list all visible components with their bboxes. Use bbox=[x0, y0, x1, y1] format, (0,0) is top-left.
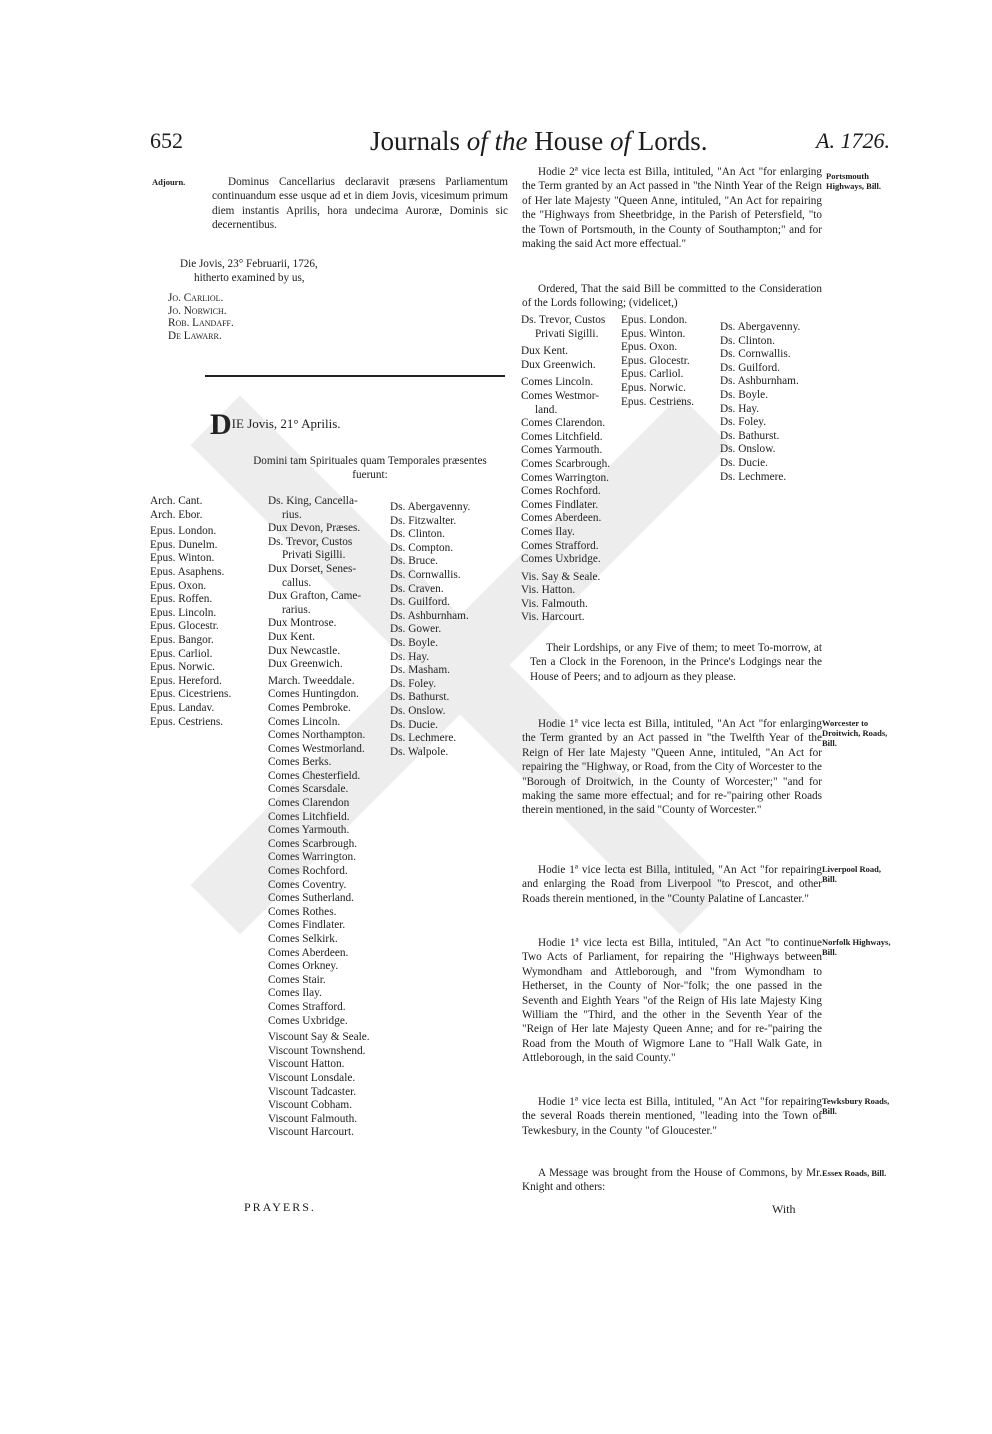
name-entry: Viscount Tadcaster. bbox=[268, 1085, 357, 1098]
name-entry: Ds. Boyle. bbox=[390, 636, 439, 649]
name-entry: Epus. Winton. bbox=[150, 552, 215, 565]
lordships-paragraph: Their Lordships, or any Five of them; to meet To-morrow, at Ten a Clock in the Forenoon, in the Prince's Lodgings near the House of Peers; and to adjourn as they please. bbox=[530, 642, 822, 683]
name-entry: Dux Montrose. bbox=[268, 617, 337, 630]
name-entry: Epus. Carliol. bbox=[150, 647, 213, 660]
name-entry: Comes Yarmouth. bbox=[521, 444, 603, 457]
name-entry: Viscount Say & Seale. bbox=[268, 1031, 370, 1044]
name-entry: Ds. Compton. bbox=[390, 541, 454, 554]
name-entry: Epus. Lincoln. bbox=[150, 606, 217, 619]
name-entry: Comes Ilay. bbox=[521, 525, 575, 538]
name-entry: Ds. Hay. bbox=[720, 402, 760, 415]
committee-column-1 bbox=[521, 314, 626, 625]
name-entry: Comes Lincoln. bbox=[521, 376, 594, 389]
name-entry: Comes Westmorland. bbox=[268, 742, 365, 755]
name-entry: Ds. Ashburnham. bbox=[390, 609, 469, 622]
name-entry: Comes Clarendon bbox=[268, 797, 350, 810]
ordered-paragraph: Ordered, That the said Bill be committed to the Consideration of the Lords following; (videlicet,) bbox=[522, 283, 822, 310]
day-heading: DIE Jovis, 21° Aprilis. bbox=[210, 408, 341, 441]
name-entry: Epus. Bangor. bbox=[150, 633, 214, 646]
name-entry: Vis. Falmouth. bbox=[521, 597, 588, 610]
name-entry: Arch. Ebor. bbox=[150, 508, 203, 521]
name-entry: Epus. Cestriens. bbox=[621, 395, 695, 408]
name-entry: Epus. Asaphens. bbox=[150, 565, 225, 578]
name-entry: March. Tweeddale. bbox=[268, 674, 355, 687]
name-entry: Ds. Lechmere. bbox=[720, 470, 787, 483]
portsmouth-paragraph: Hodie 2ª vice lecta est Billa, intituled, "An Act "for enlarging the Term granted by an Act passed in "the Ninth Year of the Reign of Her late Majesty "Queen Anne, intituled, "An Act for repairing the "Highways from Sheetbridge, in the Parish of Petersfield, "to the Town of Portsmouth, in the County of Southampton;" and for making the said Act more effectual." bbox=[522, 166, 822, 251]
name-entry: Epus. Cestriens. bbox=[150, 715, 224, 728]
name-entry: Ds. Onslow. bbox=[390, 704, 446, 717]
name-entry: Ds. Foley. bbox=[720, 416, 767, 429]
name-entry: Comes Lincoln. bbox=[268, 715, 341, 728]
name-entry: Epus. Oxon. bbox=[621, 341, 678, 354]
name-entry: Comes Chesterfield. bbox=[268, 769, 361, 782]
name-entry: Viscount Townshend. bbox=[268, 1044, 366, 1057]
name-entry: Comes Rochford. bbox=[268, 865, 348, 878]
name-entry: Epus. Glocestr. bbox=[150, 620, 219, 633]
name-entry: Comes Aberdeen. bbox=[521, 512, 602, 525]
name-entry: Vis. Hatton. bbox=[521, 584, 576, 597]
name-entry: Comes Uxbridge. bbox=[268, 1014, 348, 1027]
name-entry: Epus. Carliol. bbox=[621, 368, 684, 381]
name-entry: Comes Litchfield. bbox=[521, 430, 603, 443]
running-title: Journals of the House of Lords. bbox=[370, 126, 708, 156]
name-entry: Epus. Norwic. bbox=[150, 661, 215, 674]
name-entry: rarius. bbox=[282, 603, 311, 616]
domini-line: Domini tam Spirituales quam Temporales præsentes fuerunt: bbox=[253, 455, 487, 482]
name-entry: Comes Scarbrough. bbox=[268, 837, 358, 850]
name-entry: Comes Selkirk. bbox=[268, 933, 338, 945]
attendance-column-2 bbox=[268, 495, 386, 1140]
signatory: De Lawarr. bbox=[168, 329, 222, 342]
norfolk-note: Norfolk Highways, Bill. bbox=[822, 937, 891, 957]
name-entry: Epus. London. bbox=[150, 525, 217, 538]
examined-block: Die Jovis, 23° Februarii, 1726, hitherto examined by us, bbox=[180, 258, 318, 285]
name-entry: Comes Stair. bbox=[268, 973, 326, 986]
name-entry: Dux Greenwich. bbox=[268, 658, 343, 671]
name-entry: Comes Huntingdon. bbox=[268, 688, 360, 701]
name-entry: Comes Uxbridge. bbox=[521, 553, 601, 566]
name-entry: Ds. Abergavenny. bbox=[390, 501, 471, 513]
name-entry: Ds. Guilford. bbox=[390, 596, 450, 609]
name-entry: Epus. Roffen. bbox=[150, 593, 213, 606]
name-entry: Ds. King, Cancella- bbox=[268, 495, 358, 507]
page-number: 652 bbox=[150, 128, 183, 153]
signatory: Jo. Norwich. bbox=[168, 304, 227, 317]
committee-column-3 bbox=[720, 321, 820, 484]
name-entry: Ds. Abergavenny. bbox=[720, 321, 801, 333]
name-entry: Ds. Bathurst. bbox=[720, 429, 780, 442]
name-entry: Ds. Clinton. bbox=[720, 334, 775, 347]
catchword: With bbox=[772, 1202, 796, 1216]
tewkesbury-note: Tewksbury Roads, Bill. bbox=[822, 1096, 890, 1116]
name-entry: Arch. Cant. bbox=[150, 495, 203, 507]
name-entry: Ds. Hay. bbox=[390, 650, 430, 663]
name-entry: Viscount Lonsdale. bbox=[268, 1071, 356, 1084]
name-entry: Comes Pembroke. bbox=[268, 701, 351, 714]
name-entry: Ds. Craven. bbox=[390, 582, 444, 595]
name-entry: Comes Westmor- bbox=[521, 389, 600, 402]
name-entry: Ds. Trevor, Custos bbox=[268, 535, 353, 548]
name-entry: Ds. Bathurst. bbox=[390, 691, 450, 704]
attendance-column-1 bbox=[150, 495, 260, 729]
name-entry: Ds. Masham. bbox=[390, 664, 450, 677]
name-entry: Comes Sutherland. bbox=[268, 892, 354, 905]
name-entry: Ds. Walpole. bbox=[390, 745, 449, 758]
name-entry: Comes Warrington. bbox=[268, 851, 356, 864]
name-entry: Ds. Clinton. bbox=[390, 528, 445, 541]
name-entry: Epus. Landav. bbox=[150, 701, 215, 714]
tewkesbury-paragraph: Hodie 1ª vice lecta est Billa, intituled, "An Act "for repairing the several Roads therein mentioned, "leading into the Town of Tewkesbury, in the County "of Gloucester." bbox=[522, 1096, 822, 1137]
name-entry: Viscount Hatton. bbox=[268, 1058, 345, 1071]
committee-column-2 bbox=[621, 314, 719, 409]
name-entry: Comes Orkney. bbox=[268, 960, 339, 973]
name-entry: Viscount Falmouth. bbox=[268, 1112, 358, 1125]
name-entry: Privati Sigilli. bbox=[282, 549, 346, 562]
name-entry: Comes Findlater. bbox=[268, 919, 346, 932]
worcester-note: Worcester to Droitwich, Roads, Bill. bbox=[822, 718, 888, 748]
name-entry: Dux Kent. bbox=[268, 630, 316, 643]
name-entry: Dux Grafton, Came- bbox=[268, 590, 362, 603]
name-entry: Ds. Guilford. bbox=[720, 361, 780, 374]
name-entry: Ds. Gower. bbox=[390, 623, 442, 636]
name-entry: Comes Yarmouth. bbox=[268, 824, 350, 837]
name-entry: Epus. Norwic. bbox=[621, 381, 686, 394]
name-entry: Dux Devon, Præses. bbox=[268, 522, 361, 535]
name-entry: Comes Strafford. bbox=[521, 539, 599, 552]
page-header bbox=[150, 128, 890, 168]
name-entry: Comes Warrington. bbox=[521, 471, 609, 484]
name-entry: Vis. Say & Seale. bbox=[521, 570, 601, 583]
name-entry: rius. bbox=[282, 508, 302, 521]
name-entry: Dux Greenwich. bbox=[521, 358, 596, 371]
year: A. 1726. bbox=[816, 128, 890, 153]
name-entry: Ds. Foley. bbox=[390, 677, 437, 690]
name-entry: Comes Litchfield. bbox=[268, 810, 350, 823]
name-entry: Comes Rochford. bbox=[521, 485, 601, 498]
name-entry: Ds. Onslow. bbox=[720, 443, 776, 456]
name-entry: Epus. Hereford. bbox=[150, 674, 222, 687]
name-entry: Vis. Harcourt. bbox=[521, 611, 585, 624]
name-entry: Comes Scarsdale. bbox=[268, 783, 349, 796]
name-entry: Ds. Fitzwalter. bbox=[390, 514, 457, 527]
name-entry: Ds. Bruce. bbox=[390, 555, 439, 568]
name-entry: Ds. Trevor, Custos bbox=[521, 314, 606, 326]
name-entry: Privati Sigilli. bbox=[535, 327, 599, 340]
essex-note: Essex Roads, Bill. bbox=[822, 1168, 887, 1178]
attendance-column-3 bbox=[390, 501, 506, 759]
liverpool-paragraph: Hodie 1ª vice lecta est Billa, intituled, "An Act "for repairing and enlarging the Road from Liverpool "to Prescot, and other Roads therein mentioned, in the "County Palatine of Lancaster." bbox=[522, 864, 822, 905]
name-entry: Dux Kent. bbox=[521, 345, 569, 358]
prayers-heading: PRAYERS. bbox=[244, 1200, 316, 1214]
name-entry: Ds. Ashburnham. bbox=[720, 375, 799, 388]
liverpool-note: Liverpool Road, Bill. bbox=[822, 864, 882, 884]
name-entry: Ds. Cornwallis. bbox=[390, 568, 461, 581]
name-entry: Comes Strafford. bbox=[268, 1000, 346, 1013]
name-entry: Comes Aberdeen. bbox=[268, 946, 349, 959]
name-entry: Epus. Dunelm. bbox=[150, 538, 218, 551]
name-entry: callus. bbox=[282, 576, 312, 589]
name-entry: Comes Scarbrough. bbox=[521, 457, 611, 470]
message-paragraph: A Message was brought from the House of Commons, by Mr. Knight and others: bbox=[522, 1167, 822, 1194]
name-entry: Dux Newcastle. bbox=[268, 644, 341, 657]
name-entry: Viscount Harcourt. bbox=[268, 1126, 354, 1139]
name-entry: Comes Northampton. bbox=[268, 729, 366, 742]
name-entry: Comes Coventry. bbox=[268, 878, 347, 891]
name-entry: land. bbox=[535, 403, 558, 416]
name-entry: Viscount Cobham. bbox=[268, 1099, 353, 1112]
norfolk-paragraph: Hodie 1ª vice lecta est Billa, intituled, "An Act "to continue Two Acts of Parliament, for repairing the "Highways between Wymondham and Attleborough, and "from Wymondham to Hetherset, in the County of Nor-"folk; the one passed in the Seventh and Eighth Years "of the Reign of His late Majesty King William the "Third, and the other in the Seventh Year of the "Reign of Her late Majesty Queen Anne; and for re-"pairing the Road from the Mouth of Wigmore Lane to "Hall Walk Gate, in Attleborough, in the said County." bbox=[522, 937, 822, 1065]
name-entry: Epus. Glocestr. bbox=[621, 354, 690, 367]
name-entry: Comes Rothes. bbox=[268, 905, 337, 918]
name-entry: Epus. Cicestriens. bbox=[150, 688, 232, 701]
portsmouth-note: Portsmouth Highways, Bill. bbox=[826, 171, 882, 191]
name-entry: Epus. London. bbox=[621, 314, 688, 326]
name-entry: Comes Ilay. bbox=[268, 987, 322, 1000]
adjourn-paragraph: Dominus Cancellarius declaravit præsens Parliamentum continuandum esse usque ad et in diem Jovis, vicesimum primum diem instantis Aprilis, hora undecima Auroræ, Dominis sic decernentibus. bbox=[212, 176, 508, 232]
name-entry: Ds. Ducie. bbox=[720, 456, 769, 469]
name-entry: Epus. Winton. bbox=[621, 327, 686, 340]
name-entry: Dux Dorset, Senes- bbox=[268, 562, 357, 575]
name-entry: Comes Clarendon. bbox=[521, 417, 606, 430]
worcester-paragraph: Hodie 1ª vice lecta est Billa, intituled, "An Act "for enlarging the Term granted by an Act passed in "the Twelfth Year of the Reign of Her late Majesty "Queen Anne, intituled, "An Act for repairing the "Highway, or Road, from the City of Worcester to the "Borough of Droitwich, in the County of Worcester;" "and for making the same more effectual; and for re-"pairing other Roads therein mentioned, in the said "County of Worcester." bbox=[522, 718, 822, 817]
name-entry: Ds. Boyle. bbox=[720, 388, 769, 401]
divider bbox=[205, 375, 505, 377]
name-entry: Ds. Cornwallis. bbox=[720, 348, 791, 361]
adjourn-note: Adjourn. bbox=[152, 177, 186, 187]
signatories bbox=[168, 292, 368, 342]
signatory: Rob. Landaff. bbox=[168, 317, 234, 330]
name-entry: Epus. Oxon. bbox=[150, 579, 207, 592]
name-entry: Ds. Lechmere. bbox=[390, 732, 457, 745]
name-entry: Comes Berks. bbox=[268, 756, 332, 769]
signatory: Jo. Carliol. bbox=[168, 292, 224, 304]
name-entry: Ds. Ducie. bbox=[390, 718, 439, 731]
name-entry: Comes Findlater. bbox=[521, 498, 599, 511]
